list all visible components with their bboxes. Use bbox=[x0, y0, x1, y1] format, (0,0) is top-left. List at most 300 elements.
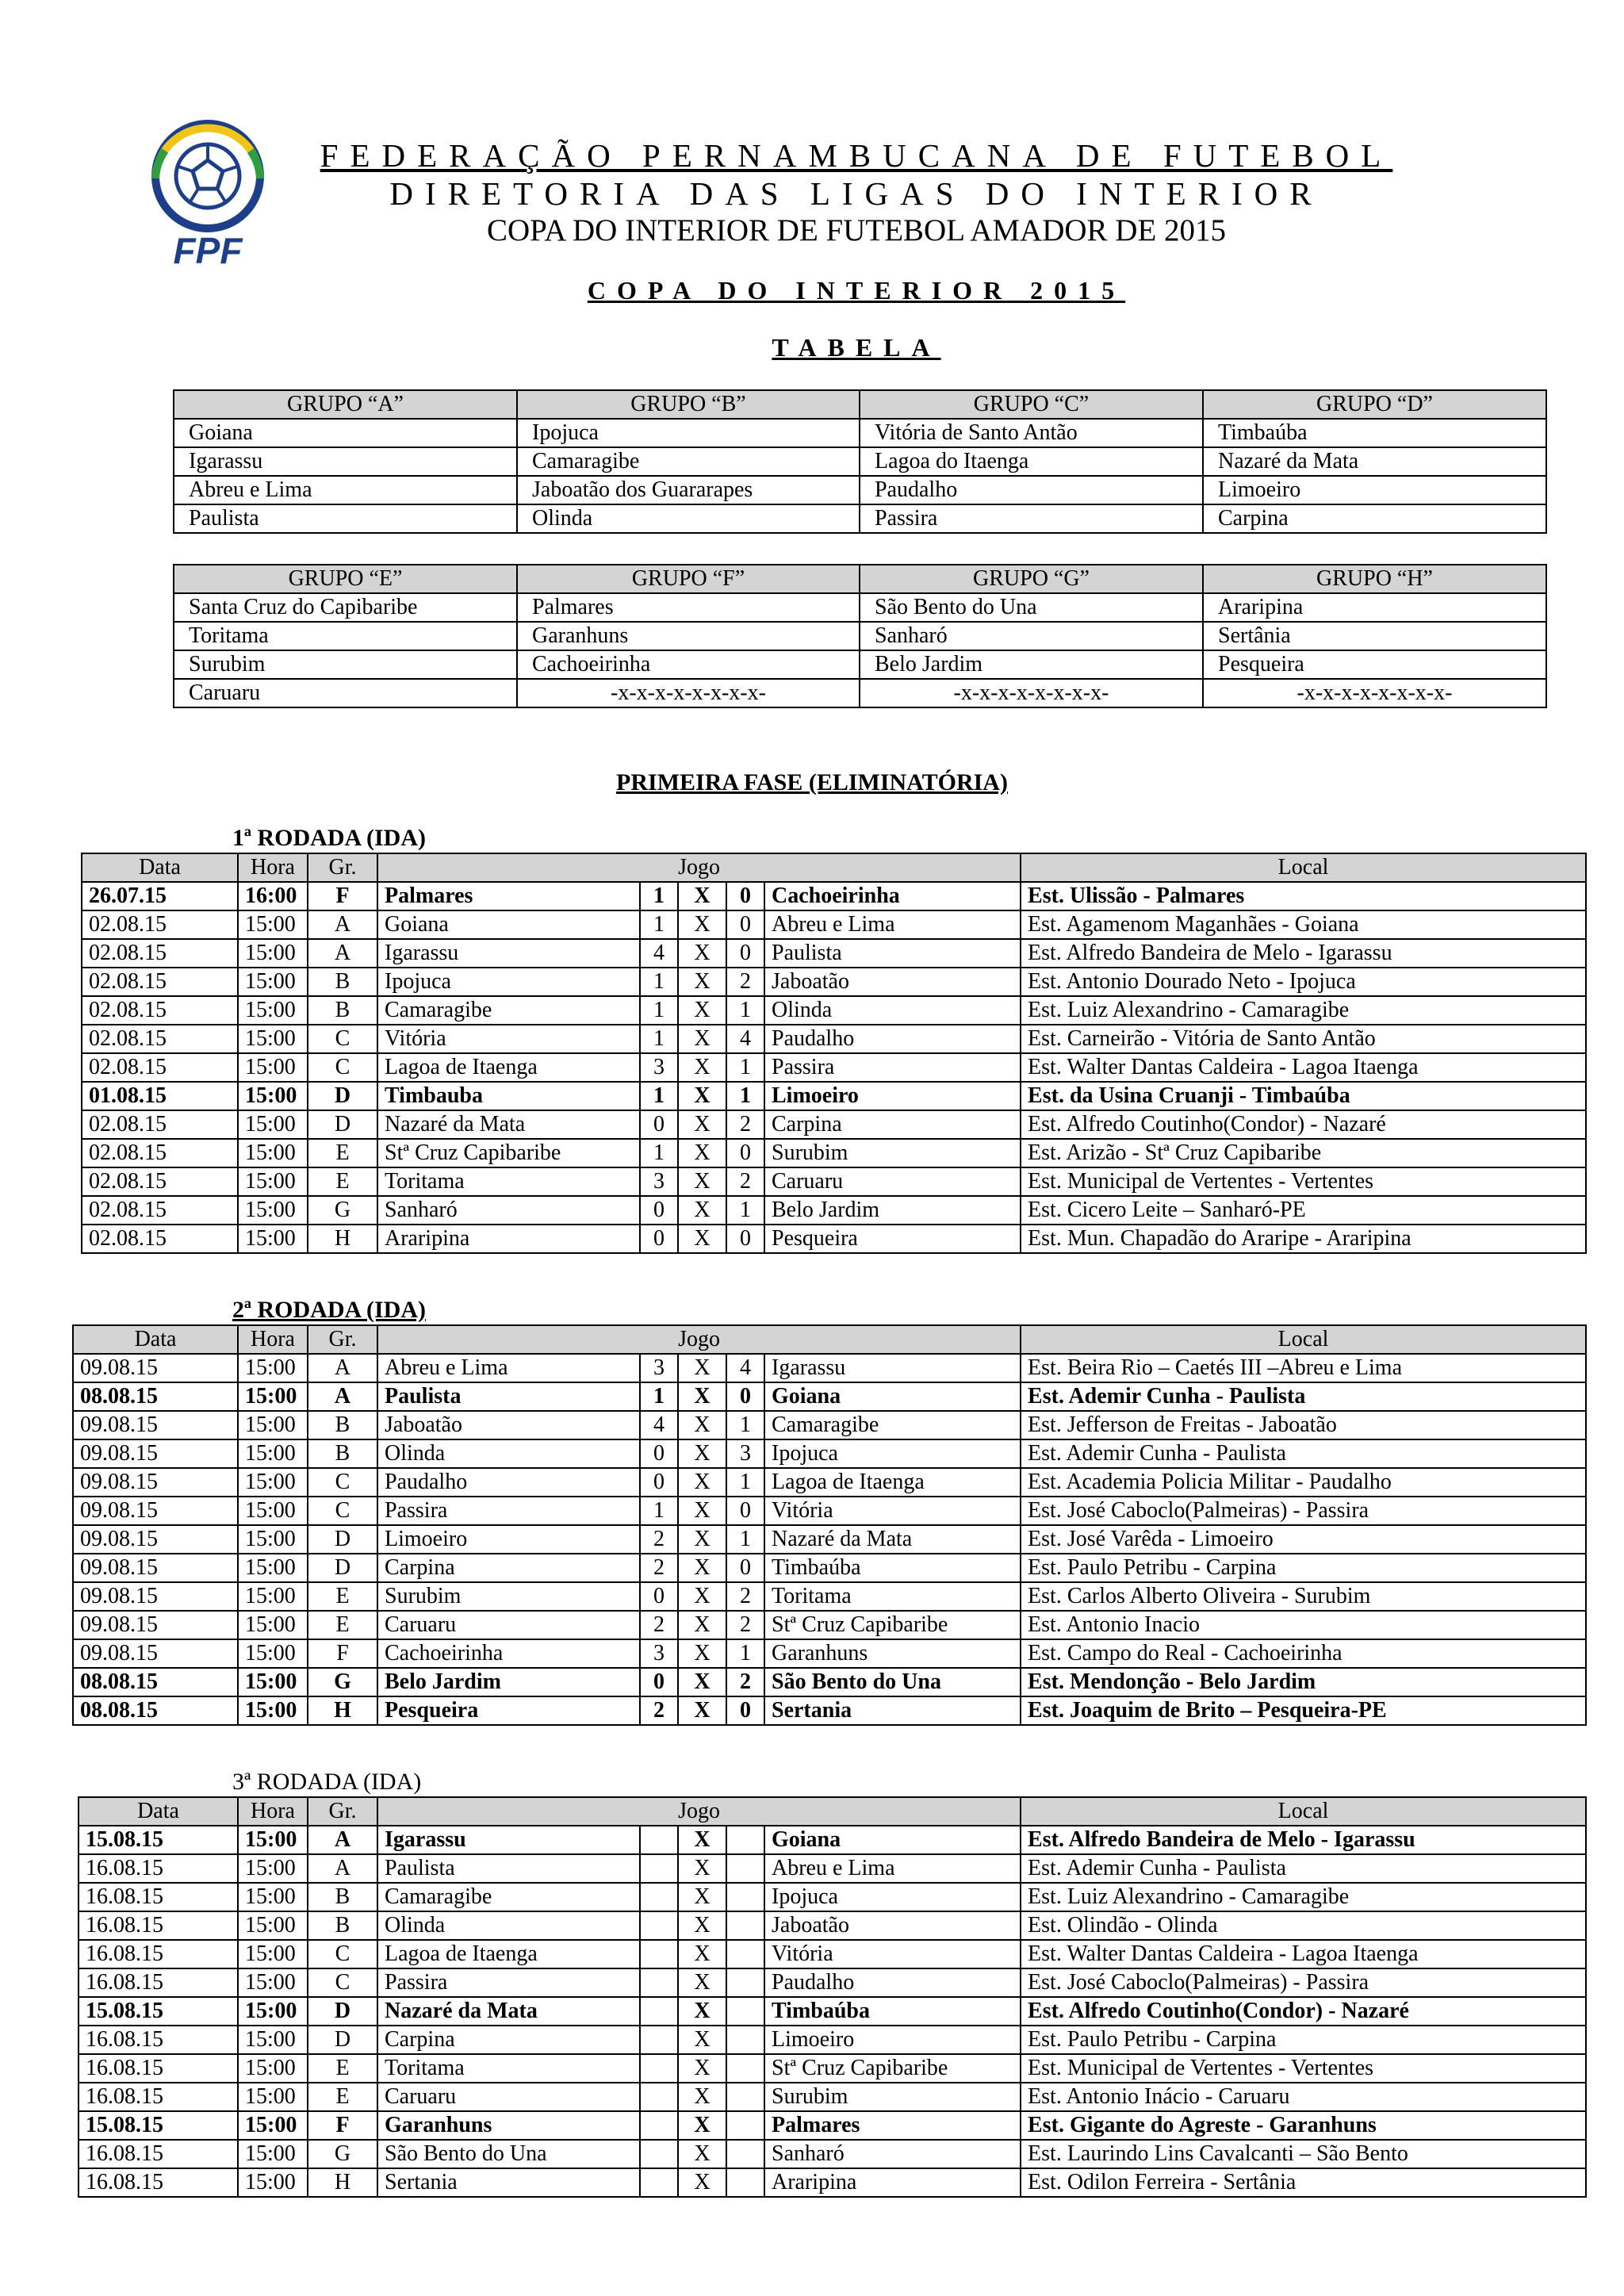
match-date: 16.08.15 bbox=[79, 1911, 238, 1940]
versus: X bbox=[678, 1582, 726, 1611]
home-team: Cachoeirinha bbox=[377, 1639, 640, 1668]
versus: X bbox=[678, 1940, 726, 1968]
table-row bbox=[79, 1911, 1586, 1940]
table-row bbox=[82, 968, 1586, 996]
group-header: GRUPO “A” bbox=[174, 390, 517, 419]
match-group: F bbox=[308, 1639, 377, 1668]
group-team: Camaragibe bbox=[517, 447, 860, 476]
home-score: 1 bbox=[640, 996, 678, 1025]
away-team: Ipojuca bbox=[764, 1883, 1021, 1911]
match-time: 15:00 bbox=[238, 1582, 308, 1611]
match-date: 02.08.15 bbox=[82, 1110, 238, 1139]
table-row bbox=[73, 1668, 1586, 1696]
table-row bbox=[79, 1968, 1586, 1997]
versus: X bbox=[678, 1883, 726, 1911]
fpf-logo bbox=[144, 119, 271, 270]
table-title: TABELA bbox=[772, 333, 941, 362]
match-date: 16.08.15 bbox=[79, 2054, 238, 2083]
venue: Est. Walter Dantas Caldeira - Lagoa Itaenga bbox=[1021, 1053, 1586, 1082]
home-score: 1 bbox=[640, 1139, 678, 1167]
groups-table-a-d bbox=[173, 389, 1547, 534]
match-time: 15:00 bbox=[238, 1940, 308, 1968]
away-score: 2 bbox=[726, 1582, 764, 1611]
versus: X bbox=[678, 996, 726, 1025]
group-team: Ipojuca bbox=[517, 419, 860, 447]
match-group: A bbox=[308, 1354, 377, 1382]
group-team: Igarassu bbox=[174, 447, 517, 476]
match-date: 02.08.15 bbox=[82, 1167, 238, 1196]
table-row bbox=[82, 1110, 1586, 1139]
match-time: 15:00 bbox=[238, 1196, 308, 1225]
home-score bbox=[640, 2111, 678, 2140]
match-time: 15:00 bbox=[238, 1525, 308, 1554]
match-time: 15:00 bbox=[238, 1696, 308, 1725]
group-team: Lagoa do Itaenga bbox=[860, 447, 1203, 476]
match-date: 02.08.15 bbox=[82, 996, 238, 1025]
away-team: Goiana bbox=[764, 1382, 1021, 1411]
match-group: D bbox=[308, 1997, 377, 2026]
away-score: 1 bbox=[726, 1411, 764, 1439]
home-score: 0 bbox=[640, 1196, 678, 1225]
group-team: Passira bbox=[860, 504, 1203, 533]
col-group: Gr. bbox=[308, 1797, 377, 1826]
match-date: 01.08.15 bbox=[82, 1082, 238, 1110]
group-header: GRUPO “H” bbox=[1203, 565, 1546, 593]
match-date: 09.08.15 bbox=[73, 1411, 238, 1439]
group-team: Abreu e Lima bbox=[174, 476, 517, 504]
venue: Est. Luiz Alexandrino - Camaragibe bbox=[1021, 996, 1586, 1025]
home-team: Jaboatão bbox=[377, 1411, 640, 1439]
match-group: D bbox=[308, 1110, 377, 1139]
group-header: GRUPO “E” bbox=[174, 565, 517, 593]
away-score: 4 bbox=[726, 1354, 764, 1382]
versus: X bbox=[678, 1639, 726, 1668]
match-date: 02.08.15 bbox=[82, 1225, 238, 1253]
match-group: A bbox=[308, 939, 377, 968]
versus: X bbox=[678, 1139, 726, 1167]
home-score bbox=[640, 2083, 678, 2111]
versus: X bbox=[678, 2140, 726, 2168]
match-time: 15:00 bbox=[238, 1468, 308, 1497]
home-score: 1 bbox=[640, 1025, 678, 1053]
match-time: 15:00 bbox=[238, 1883, 308, 1911]
table-row bbox=[82, 1196, 1586, 1225]
match-date: 08.08.15 bbox=[73, 1382, 238, 1411]
match-date: 09.08.15 bbox=[73, 1525, 238, 1554]
away-team: São Bento do Una bbox=[764, 1668, 1021, 1696]
venue: Est. Ademir Cunha - Paulista bbox=[1021, 1439, 1586, 1468]
competition-title: COPA DO INTERIOR DE FUTEBOL AMADOR DE 2015 bbox=[486, 213, 1227, 247]
away-score: 0 bbox=[726, 1696, 764, 1725]
home-score: 3 bbox=[640, 1639, 678, 1668]
home-score bbox=[640, 1826, 678, 1854]
match-group: B bbox=[308, 968, 377, 996]
match-time: 16:00 bbox=[238, 882, 308, 910]
home-team: Olinda bbox=[377, 1911, 640, 1940]
home-score bbox=[640, 1854, 678, 1883]
match-time: 15:00 bbox=[238, 1554, 308, 1582]
venue: Est. José Caboclo(Palmeiras) - Passira bbox=[1021, 1968, 1586, 1997]
versus: X bbox=[678, 1997, 726, 2026]
home-team: Camaragibe bbox=[377, 1883, 640, 1911]
home-score: 4 bbox=[640, 1411, 678, 1439]
match-group: G bbox=[308, 1196, 377, 1225]
venue: Est. Gigante do Agreste - Garanhuns bbox=[1021, 2111, 1586, 2140]
round2-table bbox=[72, 1324, 1587, 1726]
group-team: Pesqueira bbox=[1203, 650, 1546, 679]
table-row bbox=[79, 2168, 1586, 2197]
home-score: 1 bbox=[640, 1082, 678, 1110]
versus: X bbox=[678, 1411, 726, 1439]
home-team: Caruaru bbox=[377, 2083, 640, 2111]
venue: Est. Municipal de Vertentes - Vertentes bbox=[1021, 2054, 1586, 2083]
match-group: A bbox=[308, 1382, 377, 1411]
table-row bbox=[82, 1082, 1586, 1110]
table-header-row bbox=[82, 853, 1586, 882]
group-team: Goiana bbox=[174, 419, 517, 447]
group-team: Sertânia bbox=[1203, 622, 1546, 650]
away-team: Ipojuca bbox=[764, 1439, 1021, 1468]
match-date: 02.08.15 bbox=[82, 968, 238, 996]
group-row bbox=[174, 419, 1546, 447]
col-venue: Local bbox=[1021, 1325, 1586, 1354]
away-team: Pesqueira bbox=[764, 1225, 1021, 1253]
venue: Est. Ademir Cunha - Paulista bbox=[1021, 1382, 1586, 1411]
away-team: Jaboatão bbox=[764, 1911, 1021, 1940]
table-row bbox=[73, 1582, 1586, 1611]
group-team: Nazaré da Mata bbox=[1203, 447, 1546, 476]
venue: Est. José Caboclo(Palmeiras) - Passira bbox=[1021, 1497, 1586, 1525]
home-team: Igarassu bbox=[377, 939, 640, 968]
away-team: Sertania bbox=[764, 1696, 1021, 1725]
match-group: B bbox=[308, 1911, 377, 1940]
col-match: Jogo bbox=[377, 853, 1021, 882]
col-match: Jogo bbox=[377, 1325, 1021, 1354]
group-team: Araripina bbox=[1203, 593, 1546, 622]
away-team: Paulista bbox=[764, 939, 1021, 968]
match-time: 15:00 bbox=[238, 2111, 308, 2140]
away-team: Abreu e Lima bbox=[764, 1854, 1021, 1883]
table-row bbox=[79, 1883, 1586, 1911]
table-header-row bbox=[79, 1797, 1586, 1826]
away-score bbox=[726, 1940, 764, 1968]
versus: X bbox=[678, 1911, 726, 1940]
match-group: G bbox=[308, 2140, 377, 2168]
venue: Est. Olindão - Olinda bbox=[1021, 1911, 1586, 1940]
away-score: 1 bbox=[726, 1525, 764, 1554]
match-group: C bbox=[308, 1497, 377, 1525]
home-team: Araripina bbox=[377, 1225, 640, 1253]
home-score bbox=[640, 1997, 678, 2026]
table-row bbox=[73, 1411, 1586, 1439]
group-team: Carpina bbox=[1203, 504, 1546, 533]
away-score: 4 bbox=[726, 1025, 764, 1053]
match-time: 15:00 bbox=[238, 996, 308, 1025]
home-team: Lagoa de Itaenga bbox=[377, 1053, 640, 1082]
away-team: Paudalho bbox=[764, 1968, 1021, 1997]
away-team: Limoeiro bbox=[764, 1082, 1021, 1110]
group-row bbox=[174, 679, 1546, 707]
away-score: 1 bbox=[726, 996, 764, 1025]
home-score: 0 bbox=[640, 1582, 678, 1611]
home-score: 2 bbox=[640, 1611, 678, 1639]
away-team: Palmares bbox=[764, 2111, 1021, 2140]
group-row bbox=[174, 476, 1546, 504]
venue: Est. Walter Dantas Caldeira - Lagoa Itaenga bbox=[1021, 1940, 1586, 1968]
match-group: A bbox=[308, 1826, 377, 1854]
away-score: 1 bbox=[726, 1082, 764, 1110]
match-time: 15:00 bbox=[238, 1354, 308, 1382]
versus: X bbox=[678, 2054, 726, 2083]
away-team: Carpina bbox=[764, 1110, 1021, 1139]
versus: X bbox=[678, 2111, 726, 2140]
match-date: 16.08.15 bbox=[79, 1883, 238, 1911]
table-row bbox=[73, 1497, 1586, 1525]
away-score: 2 bbox=[726, 1167, 764, 1196]
group-team: -x-x-x-x-x-x-x-x- bbox=[860, 679, 1203, 707]
away-score: 0 bbox=[726, 882, 764, 910]
group-team: Sanharó bbox=[860, 622, 1203, 650]
away-score: 2 bbox=[726, 968, 764, 996]
away-score: 0 bbox=[726, 1382, 764, 1411]
match-group: D bbox=[308, 1554, 377, 1582]
versus: X bbox=[678, 968, 726, 996]
home-team: Garanhuns bbox=[377, 2111, 640, 2140]
match-time: 15:00 bbox=[238, 1611, 308, 1639]
group-team: Timbaúba bbox=[1203, 419, 1546, 447]
directorate-title: DIRETORIA DAS LIGAS DO INTERIOR bbox=[389, 175, 1323, 212]
versus: X bbox=[678, 1611, 726, 1639]
home-team: Lagoa de Itaenga bbox=[377, 1940, 640, 1968]
home-score bbox=[640, 2054, 678, 2083]
versus: X bbox=[678, 1497, 726, 1525]
match-time: 15:00 bbox=[238, 1911, 308, 1940]
group-team: Cachoeirinha bbox=[517, 650, 860, 679]
match-date: 16.08.15 bbox=[79, 1968, 238, 1997]
table-row bbox=[73, 1611, 1586, 1639]
away-team: Surubim bbox=[764, 2083, 1021, 2111]
venue: Est. Alfredo Bandeira de Melo - Igarassu bbox=[1021, 1826, 1586, 1854]
match-group: C bbox=[308, 1968, 377, 1997]
venue: Est. Antonio Dourado Neto - Ipojuca bbox=[1021, 968, 1586, 996]
away-score: 2 bbox=[726, 1668, 764, 1696]
away-score: 1 bbox=[726, 1468, 764, 1497]
versus: X bbox=[678, 1354, 726, 1382]
away-score: 1 bbox=[726, 1196, 764, 1225]
versus: X bbox=[678, 1826, 726, 1854]
venue: Est. Alfredo Coutinho(Condor) - Nazaré bbox=[1021, 1997, 1586, 2026]
home-team: Passira bbox=[377, 1968, 640, 1997]
versus: X bbox=[678, 1053, 726, 1082]
home-team: Igarassu bbox=[377, 1826, 640, 1854]
group-team: Caruaru bbox=[174, 679, 517, 707]
match-group: A bbox=[308, 910, 377, 939]
match-time: 15:00 bbox=[238, 1225, 308, 1253]
col-venue: Local bbox=[1021, 853, 1586, 882]
venue: Est. Alfredo Bandeira de Melo - Igarassu bbox=[1021, 939, 1586, 968]
group-team: Belo Jardim bbox=[860, 650, 1203, 679]
home-score: 0 bbox=[640, 1225, 678, 1253]
match-date: 02.08.15 bbox=[82, 910, 238, 939]
home-score: 0 bbox=[640, 1668, 678, 1696]
match-date: 16.08.15 bbox=[79, 2083, 238, 2111]
versus: X bbox=[678, 1968, 726, 1997]
col-match: Jogo bbox=[377, 1797, 1021, 1826]
match-group: E bbox=[308, 2083, 377, 2111]
match-time: 15:00 bbox=[238, 2026, 308, 2054]
venue: Est. Agamenom Maganhães - Goiana bbox=[1021, 910, 1586, 939]
venue: Est. Antonio Inácio - Caruaru bbox=[1021, 2083, 1586, 2111]
away-score bbox=[726, 2026, 764, 2054]
home-team: Stª Cruz Capibaribe bbox=[377, 1139, 640, 1167]
round3-table bbox=[78, 1796, 1587, 2198]
versus: X bbox=[678, 1167, 726, 1196]
col-date: Data bbox=[73, 1325, 238, 1354]
away-team: Caruaru bbox=[764, 1167, 1021, 1196]
versus: X bbox=[678, 1554, 726, 1582]
group-team: Garanhuns bbox=[517, 622, 860, 650]
home-team: Paulista bbox=[377, 1854, 640, 1883]
home-team: Pesqueira bbox=[377, 1696, 640, 1725]
home-score: 2 bbox=[640, 1525, 678, 1554]
table-row bbox=[73, 1696, 1586, 1725]
group-header-row bbox=[174, 565, 1546, 593]
group-row bbox=[174, 622, 1546, 650]
home-team: Vitória bbox=[377, 1025, 640, 1053]
match-time: 15:00 bbox=[238, 1382, 308, 1411]
match-group: D bbox=[308, 1525, 377, 1554]
home-score bbox=[640, 2140, 678, 2168]
away-score: 1 bbox=[726, 1053, 764, 1082]
group-team: Jaboatão dos Guararapes bbox=[517, 476, 860, 504]
group-team: Toritama bbox=[174, 622, 517, 650]
group-header: GRUPO “D” bbox=[1203, 390, 1546, 419]
table-row bbox=[79, 2026, 1586, 2054]
match-time: 15:00 bbox=[238, 1025, 308, 1053]
versus: X bbox=[678, 2083, 726, 2111]
away-team: Stª Cruz Capibaribe bbox=[764, 2054, 1021, 2083]
away-team: Sanharó bbox=[764, 2140, 1021, 2168]
table-row bbox=[82, 939, 1586, 968]
away-score bbox=[726, 1997, 764, 2026]
group-team: Santa Cruz do Capibaribe bbox=[174, 593, 517, 622]
table-row bbox=[79, 1854, 1586, 1883]
match-date: 16.08.15 bbox=[79, 2168, 238, 2197]
group-team: São Bento do Una bbox=[860, 593, 1203, 622]
away-team: Cachoeirinha bbox=[764, 882, 1021, 910]
away-team: Abreu e Lima bbox=[764, 910, 1021, 939]
home-score: 2 bbox=[640, 1554, 678, 1582]
home-score: 1 bbox=[640, 968, 678, 996]
match-date: 15.08.15 bbox=[79, 1826, 238, 1854]
home-team: São Bento do Una bbox=[377, 2140, 640, 2168]
match-date: 02.08.15 bbox=[82, 1139, 238, 1167]
match-time: 15:00 bbox=[238, 1997, 308, 2026]
match-date: 09.08.15 bbox=[73, 1497, 238, 1525]
venue: Est. Ademir Cunha - Paulista bbox=[1021, 1854, 1586, 1883]
table-row bbox=[82, 882, 1586, 910]
col-venue: Local bbox=[1021, 1797, 1586, 1826]
away-score: 0 bbox=[726, 939, 764, 968]
home-score: 3 bbox=[640, 1167, 678, 1196]
table-row bbox=[79, 1940, 1586, 1968]
group-header-row bbox=[174, 390, 1546, 419]
match-date: 26.07.15 bbox=[82, 882, 238, 910]
phase-title: PRIMEIRA FASE (ELIMINATÓRIA) bbox=[616, 769, 1008, 795]
table-row bbox=[82, 1167, 1586, 1196]
round2-label: 2ª RODADA (IDA) bbox=[232, 1297, 426, 1323]
match-group: E bbox=[308, 1611, 377, 1639]
groups-table-e-h bbox=[173, 564, 1547, 708]
col-time: Hora bbox=[238, 1797, 308, 1826]
away-score: 2 bbox=[726, 1611, 764, 1639]
table-row bbox=[79, 1997, 1586, 2026]
federation-title: FEDERAÇÃO PERNAMBUCANA DE FUTEBOL bbox=[320, 137, 1393, 174]
col-time: Hora bbox=[238, 1325, 308, 1354]
group-header: GRUPO “F” bbox=[517, 565, 860, 593]
venue: Est. Mun. Chapadão do Araripe - Araripina bbox=[1021, 1225, 1586, 1253]
home-score: 1 bbox=[640, 910, 678, 939]
versus: X bbox=[678, 2026, 726, 2054]
away-score bbox=[726, 1826, 764, 1854]
home-team: Nazaré da Mata bbox=[377, 1110, 640, 1139]
table-row bbox=[79, 2140, 1586, 2168]
group-header: GRUPO “G” bbox=[860, 565, 1203, 593]
match-time: 15:00 bbox=[238, 1411, 308, 1439]
versus: X bbox=[678, 1082, 726, 1110]
away-team: Araripina bbox=[764, 2168, 1021, 2197]
match-date: 15.08.15 bbox=[79, 2111, 238, 2140]
venue: Est. Academia Policia Militar - Paudalho bbox=[1021, 1468, 1586, 1497]
away-score bbox=[726, 1854, 764, 1883]
venue: Est. Laurindo Lins Cavalcanti – São Bento bbox=[1021, 2140, 1586, 2168]
home-team: Abreu e Lima bbox=[377, 1354, 640, 1382]
away-score bbox=[726, 2140, 764, 2168]
match-group: B bbox=[308, 1439, 377, 1468]
versus: X bbox=[678, 1439, 726, 1468]
table-row bbox=[73, 1639, 1586, 1668]
away-team: Timbaúba bbox=[764, 1997, 1021, 2026]
away-team: Lagoa de Itaenga bbox=[764, 1468, 1021, 1497]
away-team: Belo Jardim bbox=[764, 1196, 1021, 1225]
match-time: 15:00 bbox=[238, 1639, 308, 1668]
table-row bbox=[73, 1439, 1586, 1468]
table-row bbox=[73, 1382, 1586, 1411]
venue: Est. Municipal de Vertentes - Vertentes bbox=[1021, 1167, 1586, 1196]
table-row bbox=[82, 1225, 1586, 1253]
col-date: Data bbox=[79, 1797, 238, 1826]
match-time: 15:00 bbox=[238, 910, 308, 939]
away-score: 3 bbox=[726, 1439, 764, 1468]
group-row bbox=[174, 504, 1546, 533]
away-score: 0 bbox=[726, 1139, 764, 1167]
col-group: Gr. bbox=[308, 1325, 377, 1354]
away-score: 1 bbox=[726, 1639, 764, 1668]
table-header-row bbox=[73, 1325, 1586, 1354]
versus: X bbox=[678, 1468, 726, 1497]
match-date: 09.08.15 bbox=[73, 1582, 238, 1611]
home-team: Passira bbox=[377, 1497, 640, 1525]
group-team: -x-x-x-x-x-x-x-x- bbox=[517, 679, 860, 707]
versus: X bbox=[678, 1668, 726, 1696]
away-team: Limoeiro bbox=[764, 2026, 1021, 2054]
home-score bbox=[640, 1883, 678, 1911]
col-group: Gr. bbox=[308, 853, 377, 882]
versus: X bbox=[678, 939, 726, 968]
match-date: 02.08.15 bbox=[82, 1196, 238, 1225]
match-time: 15:00 bbox=[238, 1110, 308, 1139]
round1-label: 1ª RODADA (IDA) bbox=[232, 825, 426, 851]
